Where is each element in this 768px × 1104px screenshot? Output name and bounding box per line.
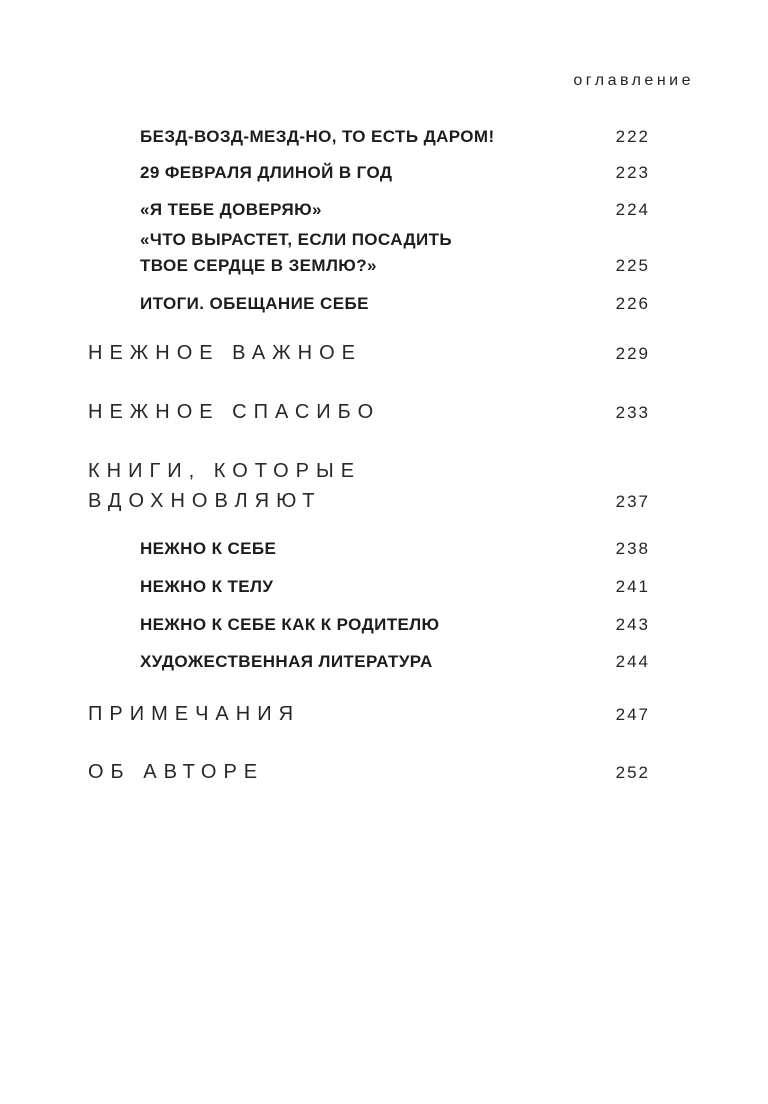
toc-entry (140, 197, 650, 223)
toc-entry-page-number: 243 (615, 615, 650, 634)
toc-entry-page-number: 222 (615, 127, 650, 146)
toc-entry (140, 649, 650, 675)
toc-entry-title: НЕЖНОЕ ВАЖНОЕ (88, 342, 362, 364)
toc-entry-page-number: 237 (615, 492, 650, 511)
toc-entry-title: НЕЖНО К СЕБЕ (140, 539, 277, 558)
toc-entry-page-number: 247 (615, 705, 650, 724)
toc-entry-title: НЕЖНОЕ СПАСИБО (88, 401, 381, 423)
toc-entry (140, 227, 650, 279)
toc-entry-title: «Я ТЕБЕ ДОВЕРЯЮ» (140, 200, 322, 219)
toc-entry (140, 536, 650, 562)
toc-entry-title: НЕЖНО К СЕБЕ КАК К РОДИТЕЛЮ (140, 615, 440, 634)
table-of-contents (0, 124, 650, 787)
toc-entry-title: 29 ФЕВРАЛЯ ДЛИНОЙ В ГОД (140, 163, 393, 182)
toc-entry-title: НЕЖНО К ТЕЛУ (140, 577, 274, 596)
running-title: оглавление (573, 72, 694, 89)
toc-entry-page-number: 223 (615, 163, 650, 182)
toc-entry-title: ХУДОЖЕСТВЕННАЯ ЛИТЕРАТУРА (140, 652, 433, 671)
toc-entry-title: КНИГИ, КОТОРЫЕ ВДОХНОВЛЯЮТ (88, 460, 362, 512)
toc-entry (140, 574, 650, 600)
toc-entry-title: БЕЗД-ВОЗД-МЕЗД-НО, ТО ЕСТЬ ДАРОМ! (140, 127, 495, 146)
toc-entry-page-number: 226 (615, 294, 650, 313)
toc-entry-page-number: 252 (615, 763, 650, 782)
toc-entry-title: ИТОГИ. ОБЕЩАНИЕ СЕБЕ (140, 294, 369, 313)
toc-entry (140, 612, 650, 638)
page-header (0, 0, 768, 90)
toc-entry (140, 124, 650, 150)
toc-entry (88, 699, 650, 729)
toc-entry (140, 291, 650, 317)
toc-entry (88, 338, 650, 368)
toc-entry-title: «ЧТО ВЫРАСТЕТ, ЕСЛИ ПОСАДИТЬ ТВОЕ СЕРДЦЕ В ЗЕМЛЮ?» (140, 230, 453, 275)
toc-entry (88, 456, 650, 516)
toc-entry (88, 397, 650, 427)
toc-entry-page-number: 241 (615, 577, 650, 596)
toc-entry-page-number: 244 (615, 652, 650, 671)
toc-entry-title: ПРИМЕЧАНИЯ (88, 703, 301, 725)
toc-entry (88, 757, 650, 787)
toc-entry-page-number: 224 (615, 200, 650, 219)
toc-entry-page-number: 225 (615, 256, 650, 275)
toc-entry-page-number: 229 (615, 344, 650, 363)
toc-entry-page-number: 238 (615, 539, 650, 558)
toc-entry-page-number: 233 (615, 403, 650, 422)
toc-entry (140, 160, 650, 186)
toc-entry-title: ОБ АВТОРЕ (88, 761, 265, 783)
